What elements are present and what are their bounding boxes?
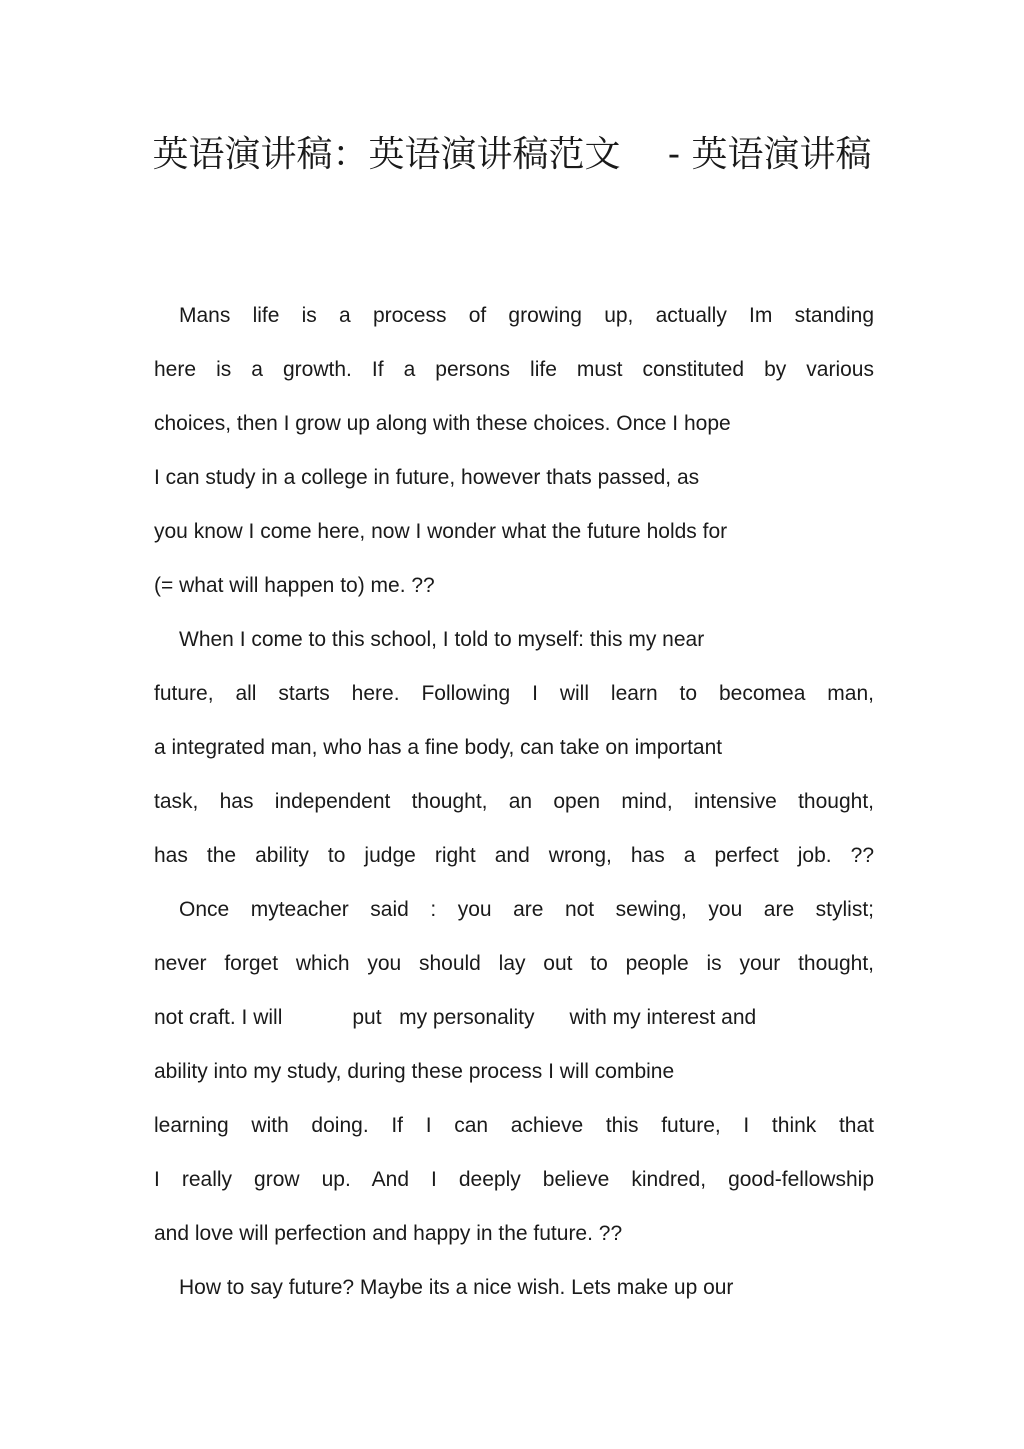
body-line-6: (= what will happen to) me. ?? — [154, 574, 435, 597]
body-line-19: How to say future? Maybe its a nice wish. Lets make up our — [179, 1276, 734, 1299]
body-line-2: here is a growth. If a persons life must constituted by various — [154, 358, 874, 381]
body-line-7: When I come to this school, I told to myself: this my near — [179, 628, 705, 651]
body-line-9: a integrated man, who has a fine body, can take on important — [154, 736, 723, 759]
body-line-10: task, has independent thought, an open mind, intensive thought, — [154, 790, 874, 813]
body-line-1: Mans life is a process of growing up, actually Im standing — [179, 304, 874, 327]
body-line-3: choices, then I grow up along with these choices. Once I hope — [154, 412, 731, 435]
body-line-11: has the ability to judge right and wrong, has a perfect job. ?? — [154, 844, 874, 867]
body-line-5: you know I come here, now I wonder what the future holds for — [154, 520, 728, 543]
document-body — [154, 289, 874, 1315]
body-line-4: I can study in a college in future, however thats passed, as — [154, 466, 700, 489]
body-line-17: I really grow up. And I deeply believe kindred, good-fellowship — [154, 1168, 874, 1191]
document-title: 英语演讲稿：英语演讲稿范文 - 英语演讲稿 — [152, 134, 872, 175]
body-line-15: ability into my study, during these process I will combine — [154, 1060, 675, 1083]
body-line-8: future, all starts here. Following I will learn to becomea man, — [154, 682, 874, 705]
body-line-14: not craft. I will put my personality with my interest and — [154, 1006, 757, 1029]
body-line-16: learning with doing. If I can achieve this future, I think that — [154, 1114, 874, 1137]
body-line-18: and love will perfection and happy in the future. ?? — [154, 1222, 623, 1245]
body-line-13: never forget which you should lay out to people is your thought, — [154, 952, 874, 975]
body-line-12: Once myteacher said : you are not sewing, you are stylist; — [179, 898, 874, 921]
